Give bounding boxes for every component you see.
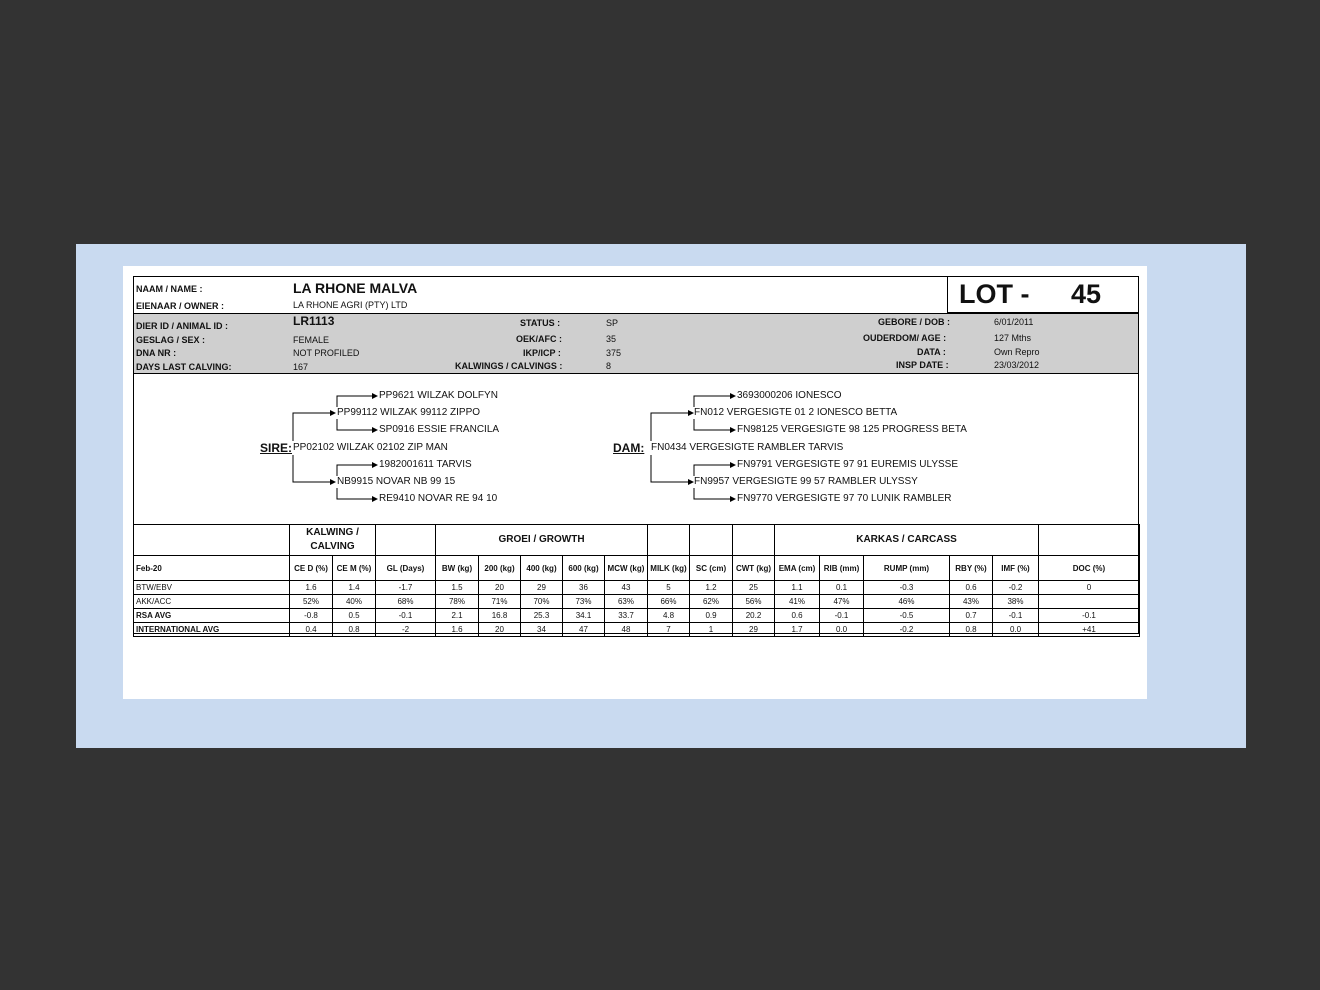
ebv-cell: 25 bbox=[733, 581, 775, 595]
ebv-cell: 0.0 bbox=[993, 623, 1039, 637]
status-value: SP bbox=[606, 318, 619, 328]
ebv-col-header: EMA (cm) bbox=[775, 556, 820, 581]
ebv-cell: 43 bbox=[605, 581, 648, 595]
ebv-cell: 20 bbox=[479, 623, 521, 637]
ebv-cell: 47 bbox=[563, 623, 605, 637]
dob-label: GEBORE / DOB : bbox=[878, 317, 951, 327]
animal-id-label: DIER ID / ANIMAL ID : bbox=[136, 321, 228, 331]
ebv-cell: 47% bbox=[820, 595, 864, 609]
ebv-cell: 34 bbox=[521, 623, 563, 637]
ebv-cell: 46% bbox=[864, 595, 950, 609]
ebv-cell: 0.6 bbox=[950, 581, 993, 595]
ebv-cell: 5 bbox=[648, 581, 690, 595]
afc-label: OEK/AFC : bbox=[516, 334, 562, 344]
age-value: 127 Mths bbox=[994, 333, 1032, 343]
ebv-row-label: BTW/EBV bbox=[134, 581, 290, 595]
table-row bbox=[134, 595, 1140, 609]
ebv-cell: 0.8 bbox=[333, 623, 376, 637]
afc-value: 35 bbox=[606, 334, 617, 344]
ebv-cell: -0.2 bbox=[993, 581, 1039, 595]
ebv-col-header: DOC (%) bbox=[1039, 556, 1140, 581]
data-value: Own Repro bbox=[994, 347, 1040, 357]
ebv-cell: 25.3 bbox=[521, 609, 563, 623]
ebv-cell: 20.2 bbox=[733, 609, 775, 623]
ebv-group-blank bbox=[733, 525, 775, 556]
ebv-cell: 1.2 bbox=[690, 581, 733, 595]
sire-dam-dam: RE9410 NOVAR RE 94 10 bbox=[379, 493, 498, 504]
ebv-cell: -0.2 bbox=[864, 623, 950, 637]
ebv-cell: 78% bbox=[436, 595, 479, 609]
ebv-cell: -0.1 bbox=[1039, 609, 1140, 623]
ebv-cell: -1.7 bbox=[376, 581, 436, 595]
icp-label: IKP/ICP : bbox=[523, 348, 561, 358]
ebv-cell: 52% bbox=[290, 595, 333, 609]
ebv-cell: 0.1 bbox=[820, 581, 864, 595]
data-label: DATA : bbox=[917, 347, 946, 357]
ebv-cell: 62% bbox=[690, 595, 733, 609]
ebv-cell: 40% bbox=[333, 595, 376, 609]
ebv-cell: 29 bbox=[521, 581, 563, 595]
ebv-cell: -0.5 bbox=[864, 609, 950, 623]
dob-value: 6/01/2011 bbox=[994, 317, 1034, 327]
ebv-col-header: SC (cm) bbox=[690, 556, 733, 581]
ebv-cell: 0.6 bbox=[775, 609, 820, 623]
insp-label: INSP DATE : bbox=[896, 360, 949, 370]
ebv-col-header: IMF (%) bbox=[993, 556, 1039, 581]
ebv-cell: +41 bbox=[1039, 623, 1140, 637]
status-label: STATUS : bbox=[520, 318, 561, 328]
ebv-cell: 1.6 bbox=[436, 623, 479, 637]
insp-value: 23/03/2012 bbox=[994, 360, 1040, 370]
days-label: DAYS LAST CALVING: bbox=[136, 362, 232, 372]
ebv-cell: 43% bbox=[950, 595, 993, 609]
dna-value: NOT PROFILED bbox=[293, 348, 360, 358]
dam-dam-dam: FN9770 VERGESIGTE 97 70 LUNIK RAMBLER bbox=[737, 493, 952, 504]
ebv-col-header: RUMP (mm) bbox=[864, 556, 950, 581]
dam-sire-sire: 3693000206 IONESCO bbox=[737, 390, 842, 401]
ebv-row-label: RSA AVG bbox=[134, 609, 290, 623]
lot-label: LOT - bbox=[959, 279, 1030, 309]
days-value: 167 bbox=[293, 362, 309, 372]
dam-label: DAM: bbox=[613, 441, 645, 455]
table-row bbox=[134, 581, 1140, 595]
ebv-cell: 16.8 bbox=[479, 609, 521, 623]
dam: FN0434 VERGESIGTE RAMBLER TARVIS bbox=[651, 442, 844, 453]
ebv-col-header: MCW (kg) bbox=[605, 556, 648, 581]
ebv-cell: 0.8 bbox=[950, 623, 993, 637]
owner-value: LA RHONE AGRI (PTY) LTD bbox=[293, 300, 408, 310]
ebv-cell bbox=[1039, 595, 1140, 609]
ebv-col-header: 200 (kg) bbox=[479, 556, 521, 581]
sire-sire-dam: SP0916 ESSIE FRANCILA bbox=[379, 424, 500, 435]
ebv-group-calving: KALWING / CALVING bbox=[290, 525, 376, 556]
ebv-cell: 34.1 bbox=[563, 609, 605, 623]
ebv-group-blank bbox=[690, 525, 733, 556]
ebv-cell: 0.0 bbox=[820, 623, 864, 637]
ebv-group-blank bbox=[1039, 525, 1140, 556]
ebv-col-header: CWT (kg) bbox=[733, 556, 775, 581]
ebv-cell: 36 bbox=[563, 581, 605, 595]
dam-dam: FN9957 VERGESIGTE 99 57 RAMBLER ULYSSY bbox=[694, 476, 918, 487]
ebv-cell: 66% bbox=[648, 595, 690, 609]
ebv-cell: 7 bbox=[648, 623, 690, 637]
ebv-group-blank bbox=[648, 525, 690, 556]
animal-id-value: LR1113 bbox=[293, 314, 335, 328]
table-row bbox=[134, 609, 1140, 623]
sire: PP02102 WILZAK 02102 ZIP MAN bbox=[293, 442, 448, 453]
ebv-row-label: INTERNATIONAL AVG bbox=[134, 623, 290, 637]
ebv-row-label: AKK/ACC bbox=[134, 595, 290, 609]
ebv-period: Feb-20 bbox=[134, 556, 290, 581]
ebv-group-blank bbox=[376, 525, 436, 556]
ebv-cell: 29 bbox=[733, 623, 775, 637]
ebv-group-growth: GROEI / GROWTH bbox=[436, 525, 648, 556]
ebv-cell: 0.4 bbox=[290, 623, 333, 637]
ebv-cell: 48 bbox=[605, 623, 648, 637]
ebv-cell: 1.7 bbox=[775, 623, 820, 637]
owner-label: EIENAAR / OWNER : bbox=[136, 301, 225, 311]
ebv-cell: 73% bbox=[563, 595, 605, 609]
ebv-cell: 33.7 bbox=[605, 609, 648, 623]
ebv-cell: 70% bbox=[521, 595, 563, 609]
dam-sire-dam: FN98125 VERGESIGTE 98 125 PROGRESS BETA bbox=[737, 424, 967, 435]
table-row bbox=[134, 623, 1140, 637]
ebv-cell: -0.1 bbox=[376, 609, 436, 623]
ebv-group-blank bbox=[134, 525, 290, 556]
ebv-col-header: 400 (kg) bbox=[521, 556, 563, 581]
sire-sire-sire: PP9621 WILZAK DOLFYN bbox=[379, 390, 498, 401]
ebv-col-header: CE M (%) bbox=[333, 556, 376, 581]
ebv-col-header: BW (kg) bbox=[436, 556, 479, 581]
sex-label: GESLAG / SEX : bbox=[136, 335, 206, 345]
ebv-cell: 4.8 bbox=[648, 609, 690, 623]
ebv-cell: -0.1 bbox=[820, 609, 864, 623]
dna-label: DNA NR : bbox=[136, 348, 177, 358]
ebv-cell: -2 bbox=[376, 623, 436, 637]
ebv-cell: 1 bbox=[690, 623, 733, 637]
sire-sire: PP99112 WILZAK 99112 ZIPPO bbox=[337, 407, 481, 418]
ebv-cell: 68% bbox=[376, 595, 436, 609]
ebv-cell: 63% bbox=[605, 595, 648, 609]
ebv-cell: 1.5 bbox=[436, 581, 479, 595]
animal-name: LA RHONE MALVA bbox=[293, 280, 418, 296]
ebv-header-row bbox=[134, 556, 1140, 581]
ebv-cell: 41% bbox=[775, 595, 820, 609]
ebv-table bbox=[133, 524, 1140, 637]
ebv-cell: -0.3 bbox=[864, 581, 950, 595]
ebv-col-header: 600 (kg) bbox=[563, 556, 605, 581]
ebv-cell: 0 bbox=[1039, 581, 1140, 595]
ebv-cell: 20 bbox=[479, 581, 521, 595]
dam-dam-sire: FN9791 VERGESIGTE 97 91 EUREMIS ULYSSE bbox=[737, 459, 959, 470]
ebv-cell: -0.8 bbox=[290, 609, 333, 623]
dam-sire: FN012 VERGESIGTE 01 2 IONESCO BETTA bbox=[694, 407, 898, 418]
ebv-col-header: MILK (kg) bbox=[648, 556, 690, 581]
calvings-value: 8 bbox=[606, 361, 612, 371]
ebv-cell: 56% bbox=[733, 595, 775, 609]
ebv-cell: 0.7 bbox=[950, 609, 993, 623]
ebv-col-header: CE D (%) bbox=[290, 556, 333, 581]
name-label: NAAM / NAME : bbox=[136, 284, 203, 294]
sire-dam-sire: 1982001611 TARVIS bbox=[379, 459, 472, 470]
icp-value: 375 bbox=[606, 348, 622, 358]
ebv-cell: 71% bbox=[479, 595, 521, 609]
ebv-cell: 1.1 bbox=[775, 581, 820, 595]
sex-value: FEMALE bbox=[293, 335, 330, 345]
ebv-col-header: RIB (mm) bbox=[820, 556, 864, 581]
sire-label: SIRE: bbox=[260, 441, 293, 455]
age-label: OUDERDOM/ AGE : bbox=[863, 333, 947, 343]
sire-dam: NB9915 NOVAR NB 99 15 bbox=[337, 476, 456, 487]
calvings-label: KALWINGS / CALVINGS : bbox=[455, 361, 563, 371]
ebv-col-header: RBY (%) bbox=[950, 556, 993, 581]
ebv-group-row bbox=[134, 525, 1140, 556]
ebv-cell: 0.5 bbox=[333, 609, 376, 623]
ebv-cell: 1.4 bbox=[333, 581, 376, 595]
ebv-cell: 1.6 bbox=[290, 581, 333, 595]
ebv-col-header: GL (Days) bbox=[376, 556, 436, 581]
ebv-cell: 0.9 bbox=[690, 609, 733, 623]
ebv-body bbox=[134, 581, 1140, 637]
ebv-cell: 38% bbox=[993, 595, 1039, 609]
ebv-cell: -0.1 bbox=[993, 609, 1039, 623]
ebv-group-carcass: KARKAS / CARCASS bbox=[775, 525, 1039, 556]
ebv-cell: 2.1 bbox=[436, 609, 479, 623]
lot-number: 45 bbox=[1071, 279, 1102, 309]
